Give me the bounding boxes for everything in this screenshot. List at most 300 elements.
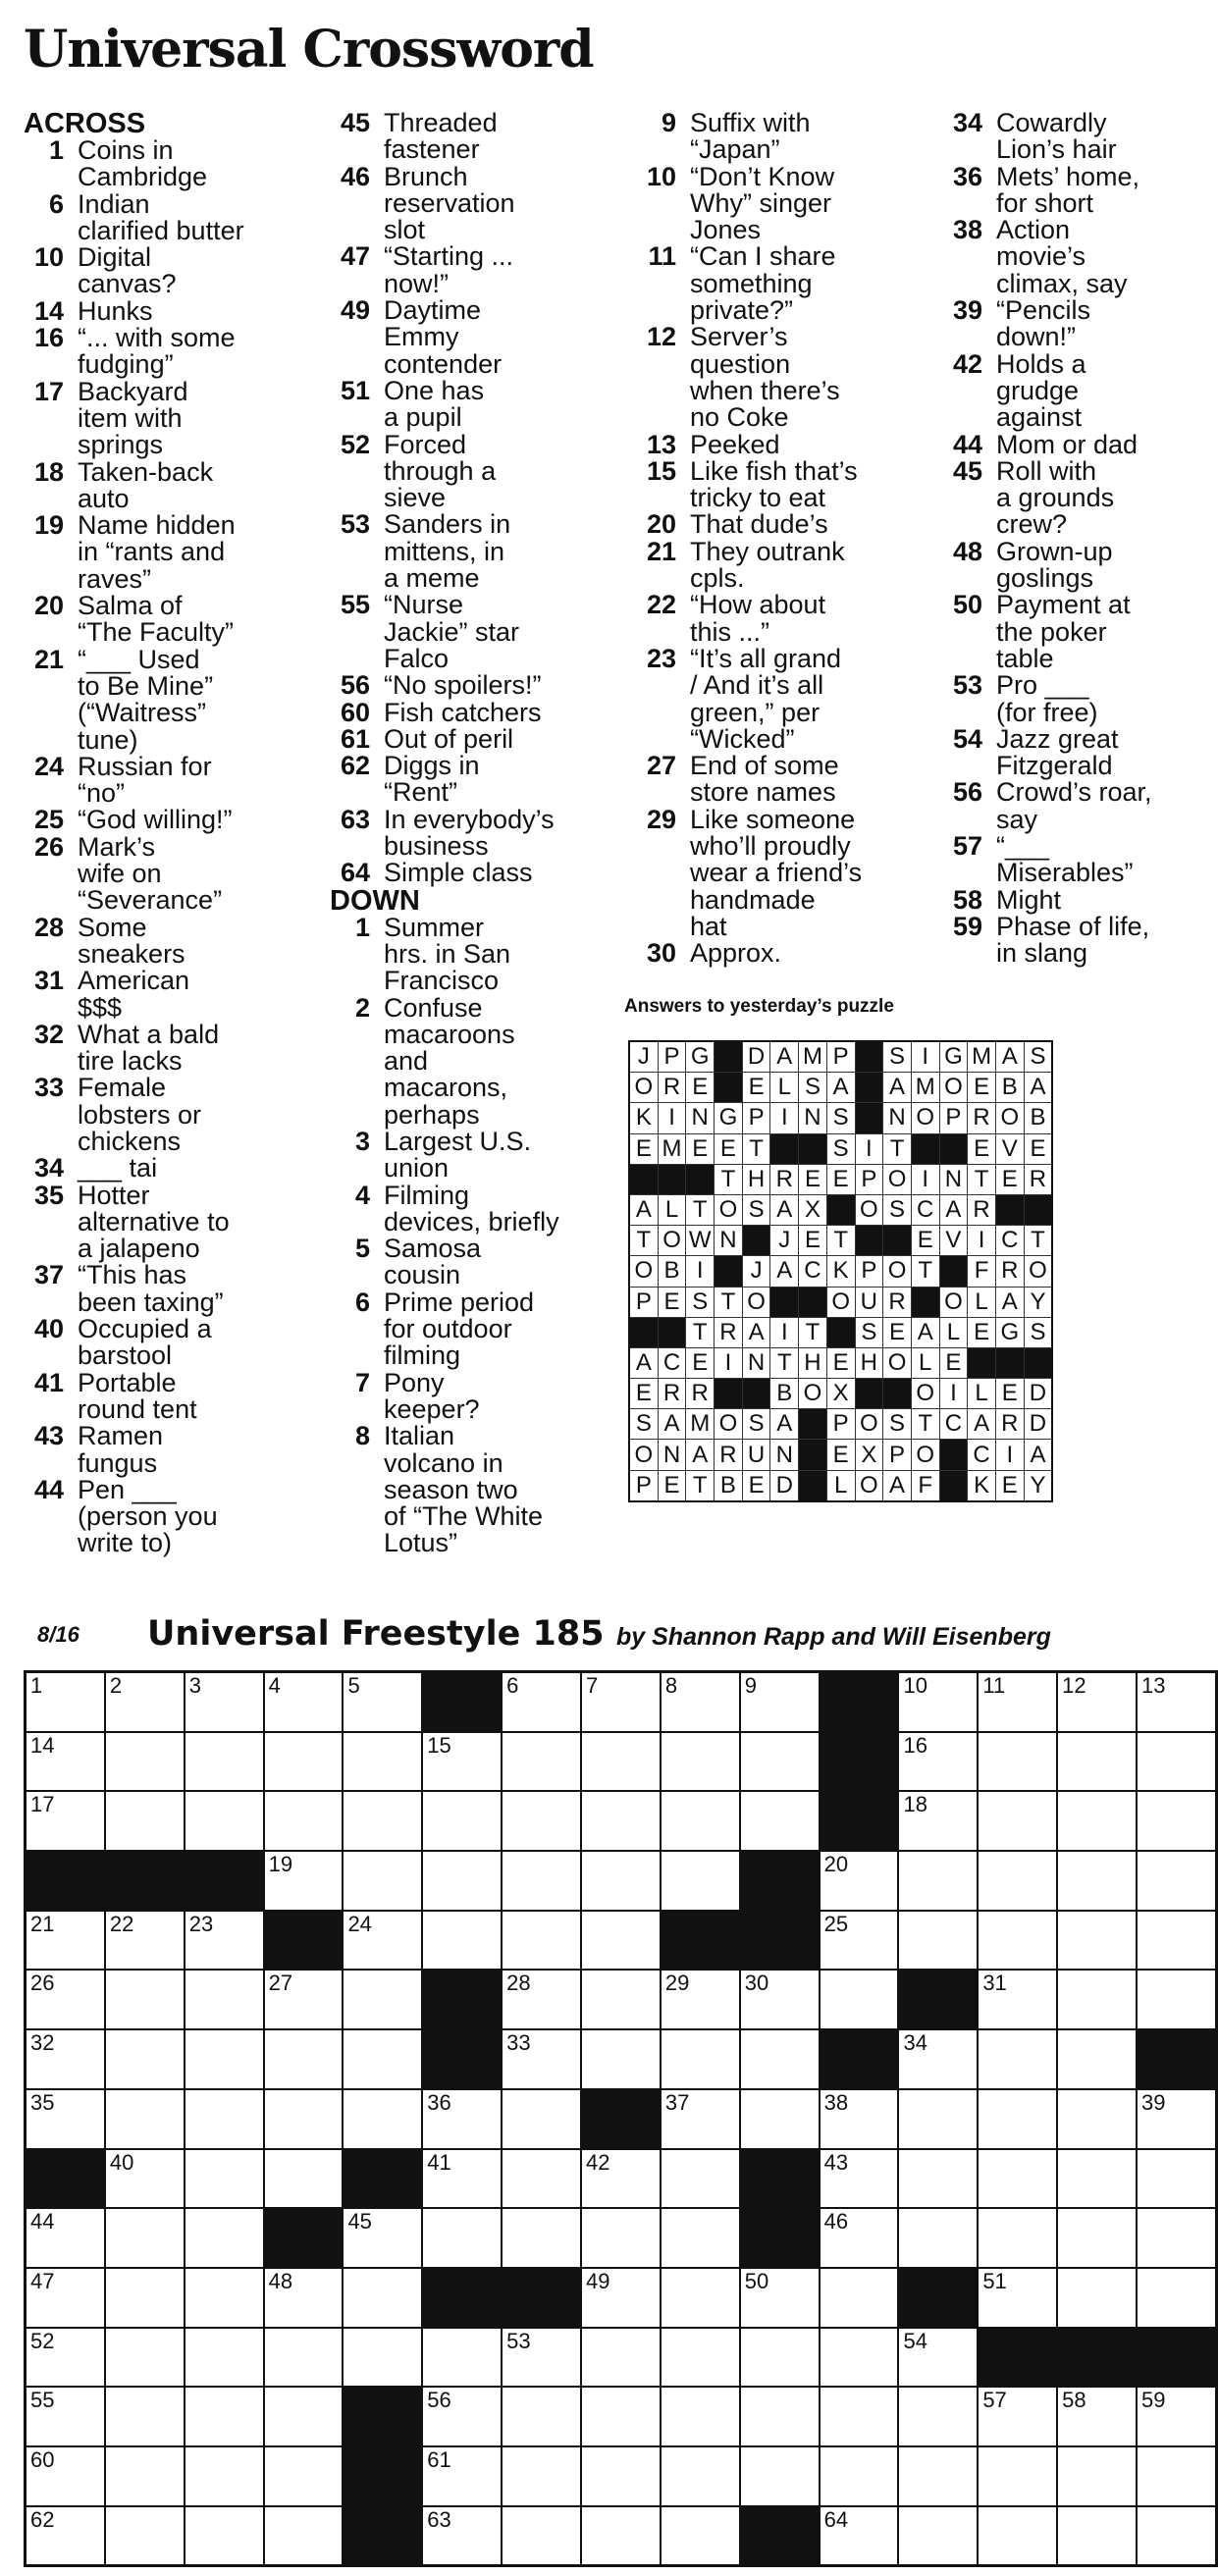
- grid-cell[interactable]: [264, 1672, 344, 1732]
- grid-cell[interactable]: [661, 1851, 740, 1911]
- clue-text-line: keeper?: [384, 1393, 480, 1424]
- clue-text-line: crew?: [996, 509, 1068, 540]
- grid-cell[interactable]: [1057, 2387, 1137, 2446]
- grid-cell[interactable]: [740, 2328, 820, 2388]
- grid-cell[interactable]: [1057, 1970, 1137, 2029]
- clue-text-line: hat: [690, 911, 727, 941]
- grid-cell[interactable]: [1137, 1970, 1216, 2029]
- grid-cell[interactable]: [581, 1911, 661, 1971]
- grid-cell[interactable]: [502, 2089, 581, 2149]
- grid-cell[interactable]: [502, 1851, 581, 1911]
- grid-black-square: [740, 2149, 820, 2209]
- grid-cell[interactable]: [820, 2387, 899, 2446]
- grid-cell[interactable]: [185, 2506, 264, 2566]
- grid-black-square: [343, 2446, 422, 2506]
- grid-cell[interactable]: [264, 1851, 344, 1911]
- grid-cell[interactable]: [1057, 1851, 1137, 1911]
- grid-cell[interactable]: [661, 1791, 740, 1851]
- grid-cell[interactable]: [1137, 2268, 1216, 2328]
- answer-letter: D: [770, 1470, 799, 1501]
- clue-text-line: “Starting ...: [384, 241, 514, 272]
- grid-cell[interactable]: [1137, 2446, 1216, 2506]
- grid-cell[interactable]: [978, 1851, 1057, 1911]
- clue-text-line: union: [384, 1153, 450, 1183]
- clue-text-line: “Wicked”: [690, 723, 795, 754]
- grid-cell[interactable]: [661, 2089, 740, 2149]
- grid-cell[interactable]: [264, 1791, 344, 1851]
- grid-cell[interactable]: [1137, 2149, 1216, 2209]
- cell-number: 17: [30, 1792, 55, 1817]
- answer-letter: R: [715, 1317, 743, 1347]
- clue-text-line: tune): [78, 724, 138, 755]
- grid-cell[interactable]: [105, 1970, 185, 2029]
- grid-cell[interactable]: [422, 2089, 502, 2149]
- cell-number: 29: [664, 1971, 690, 1996]
- answer-letter: E: [883, 1317, 912, 1347]
- answers-heading: Answers to yesterday’s puzzle: [624, 996, 894, 1017]
- grid-black-square: [422, 1970, 502, 2029]
- page-title: Universal Crossword: [24, 20, 594, 79]
- grid-cell[interactable]: [898, 2149, 978, 2209]
- grid-cell[interactable]: [343, 1911, 422, 1971]
- grid-cell[interactable]: [105, 2029, 185, 2089]
- grid-black-square: [978, 2328, 1057, 2388]
- answer-row: [629, 1164, 1052, 1194]
- clue-number: 35: [33, 1180, 64, 1210]
- clue-text-line: In everybody’s: [384, 804, 555, 834]
- clue-text-line: of “The White: [384, 1501, 544, 1532]
- clue-text-line: Salma of: [78, 591, 183, 621]
- grid-cell[interactable]: [661, 2506, 740, 2566]
- grid-cell[interactable]: [740, 2268, 820, 2328]
- grid-cell[interactable]: [1057, 1791, 1137, 1851]
- grid-cell[interactable]: [343, 2029, 422, 2089]
- cell-number: 1: [30, 1673, 43, 1698]
- grid-cell[interactable]: [1057, 2268, 1137, 2328]
- clue-text: [996, 455, 1218, 540]
- grid-cell[interactable]: [185, 1732, 264, 1792]
- answer-black-square: [715, 1073, 743, 1103]
- grid-cell[interactable]: [898, 2328, 978, 2388]
- grid-cell[interactable]: [26, 2387, 105, 2446]
- grid-cell[interactable]: [740, 2387, 820, 2446]
- grid-cell[interactable]: [343, 1851, 422, 1911]
- answer-black-square: [629, 1317, 658, 1347]
- grid-cell[interactable]: [105, 2387, 185, 2446]
- grid-cell[interactable]: [740, 1672, 820, 1732]
- grid-cell[interactable]: [581, 1672, 661, 1732]
- grid-cell[interactable]: [978, 1672, 1057, 1732]
- grid-cell[interactable]: [185, 2387, 264, 2446]
- grid-cell[interactable]: [502, 2208, 581, 2268]
- grid-cell[interactable]: [26, 1970, 105, 2029]
- grid-cell[interactable]: [581, 2149, 661, 2209]
- grid-cell[interactable]: [740, 2089, 820, 2149]
- answer-letter: T: [686, 1194, 715, 1225]
- grid-cell[interactable]: [422, 2149, 502, 2209]
- grid-cell[interactable]: [422, 2446, 502, 2506]
- clue-text: [996, 348, 1218, 433]
- answer-letter: E: [629, 1133, 658, 1164]
- clue-text-line: cpls.: [690, 563, 745, 594]
- grid-cell[interactable]: [264, 2446, 344, 2506]
- grid-cell[interactable]: [661, 2029, 740, 2089]
- grid-cell[interactable]: [581, 1791, 661, 1851]
- grid-cell[interactable]: [185, 2149, 264, 2209]
- grid-cell[interactable]: [661, 2446, 740, 2506]
- grid-cell[interactable]: [185, 2208, 264, 2268]
- grid-cell[interactable]: [185, 2446, 264, 2506]
- grid-cell[interactable]: [978, 2506, 1057, 2566]
- grid-cell[interactable]: [343, 1970, 422, 2029]
- grid-cell[interactable]: [185, 2029, 264, 2089]
- grid-cell[interactable]: [978, 2029, 1057, 2089]
- grid-cell[interactable]: [105, 2506, 185, 2566]
- grid-cell[interactable]: [820, 1851, 899, 1911]
- grid-cell[interactable]: [502, 1672, 581, 1732]
- grid-cell[interactable]: [740, 2446, 820, 2506]
- answer-black-square: [855, 1073, 883, 1103]
- grid-cell[interactable]: [978, 2208, 1057, 2268]
- grid-cell[interactable]: [820, 2328, 899, 2388]
- grid-cell[interactable]: [661, 2208, 740, 2268]
- clue-text: [690, 804, 921, 941]
- grid-cell[interactable]: [898, 1791, 978, 1851]
- grid-black-square: [343, 2387, 422, 2446]
- clue-item: [330, 161, 614, 245]
- grid-black-square: [264, 1911, 344, 1971]
- grid-cell[interactable]: [422, 1791, 502, 1851]
- answer-row: [629, 1133, 1052, 1164]
- grid-cell[interactable]: [978, 1791, 1057, 1851]
- grid-cell[interactable]: [978, 1911, 1057, 1971]
- clue-text-line: hrs. in San: [384, 938, 511, 969]
- grid-cell[interactable]: [898, 1911, 978, 1971]
- grid-cell[interactable]: [661, 1732, 740, 1792]
- cell-number: 32: [30, 2030, 55, 2056]
- clue-item: [24, 1019, 308, 1077]
- clue-number: 10: [646, 161, 676, 191]
- answer-black-square: [995, 1347, 1024, 1378]
- grid-cell[interactable]: [105, 2089, 185, 2149]
- grid-cell[interactable]: [740, 1970, 820, 2029]
- grid-cell[interactable]: [26, 1672, 105, 1732]
- grid-cell[interactable]: [26, 2446, 105, 2506]
- clue-text-line: Portable: [78, 1367, 177, 1397]
- grid-cell[interactable]: [422, 1732, 502, 1792]
- grid-cell[interactable]: [502, 2446, 581, 2506]
- grid-cell[interactable]: [581, 2268, 661, 2328]
- grid-cell[interactable]: [264, 2506, 344, 2566]
- grid-cell[interactable]: [978, 2446, 1057, 2506]
- grid-cell[interactable]: [978, 1732, 1057, 1792]
- grid-cell[interactable]: [264, 2149, 344, 2209]
- clue-number: 42: [952, 348, 982, 379]
- grid-cell[interactable]: [1137, 2208, 1216, 2268]
- clue-item: [636, 536, 921, 594]
- grid-cell[interactable]: [422, 2387, 502, 2446]
- grid-cell[interactable]: [105, 2208, 185, 2268]
- grid-cell[interactable]: [1137, 1851, 1216, 1911]
- grid-cell[interactable]: [105, 1732, 185, 1792]
- grid-cell[interactable]: [1057, 1672, 1137, 1732]
- grid-cell[interactable]: [661, 2149, 740, 2209]
- grid-cell[interactable]: [105, 2268, 185, 2328]
- clue-text-line: reservation: [384, 187, 515, 218]
- grid-cell[interactable]: [264, 2268, 344, 2328]
- grid-cell[interactable]: [264, 2089, 344, 2149]
- answer-letter: F: [968, 1256, 996, 1287]
- clue-item: [24, 1155, 308, 1182]
- grid-cell[interactable]: [502, 2387, 581, 2446]
- clue-text-line: “It’s all grand: [690, 643, 842, 673]
- answer-row: [629, 1287, 1052, 1317]
- clue-number: 10: [33, 242, 64, 273]
- grid-cell[interactable]: [26, 1791, 105, 1851]
- answer-letter: N: [715, 1226, 743, 1256]
- answer-letter: S: [1024, 1317, 1052, 1347]
- grid-cell[interactable]: [185, 1970, 264, 2029]
- grid-cell[interactable]: [898, 2089, 978, 2149]
- clue-text-line: $$$: [78, 992, 123, 1023]
- clue-text-line: private?”: [690, 295, 794, 326]
- clue-text-line: table: [996, 643, 1054, 673]
- clue-text-line: cousin: [384, 1260, 461, 1290]
- grid-cell[interactable]: [1057, 2089, 1137, 2149]
- grid-cell[interactable]: [1137, 2089, 1216, 2149]
- grid-cell[interactable]: [26, 2029, 105, 2089]
- grid-cell[interactable]: [581, 1970, 661, 2029]
- grid-cell[interactable]: [343, 2328, 422, 2388]
- grid-cell[interactable]: [422, 1851, 502, 1911]
- answer-black-square: [826, 1194, 855, 1225]
- cell-number: 56: [427, 2388, 451, 2413]
- clue-number: 60: [340, 697, 370, 727]
- grid-cell[interactable]: [898, 2446, 978, 2506]
- grid-cell[interactable]: [1137, 2506, 1216, 2566]
- grid-cell[interactable]: [105, 1791, 185, 1851]
- clue-item: [636, 324, 921, 431]
- grid-cell[interactable]: [1057, 2149, 1137, 2209]
- grid-cell[interactable]: [1137, 1791, 1216, 1851]
- clue-item: [942, 911, 1218, 969]
- grid-cell[interactable]: [185, 1791, 264, 1851]
- grid-cell[interactable]: [661, 2387, 740, 2446]
- grid-cell[interactable]: [820, 2506, 899, 2566]
- answer-letter: G: [995, 1317, 1024, 1347]
- grid-cell[interactable]: [105, 1672, 185, 1732]
- answer-letter: A: [742, 1317, 770, 1347]
- grid-cell[interactable]: [1057, 1911, 1137, 1971]
- clue-item: [24, 1367, 308, 1424]
- grid-cell[interactable]: [185, 2268, 264, 2328]
- grid-cell[interactable]: [740, 1791, 820, 1851]
- grid-cell[interactable]: [898, 2029, 978, 2089]
- grid-cell[interactable]: [978, 1970, 1057, 2029]
- grid-cell[interactable]: [105, 2328, 185, 2388]
- grid-cell[interactable]: [581, 2328, 661, 2388]
- grid-cell[interactable]: [264, 2328, 344, 2388]
- grid-cell[interactable]: [502, 2149, 581, 2209]
- clue-text-line: slot: [384, 215, 426, 245]
- grid-cell[interactable]: [105, 2149, 185, 2209]
- grid-cell[interactable]: [1057, 2029, 1137, 2089]
- grid-cell[interactable]: [343, 2268, 422, 2328]
- grid-cell[interactable]: [1137, 1732, 1216, 1792]
- grid-cell[interactable]: [422, 1911, 502, 1971]
- clue-text-line: when there’s: [690, 375, 840, 405]
- clue-item: [636, 243, 921, 324]
- grid-cell[interactable]: [264, 2029, 344, 2089]
- grid-cell[interactable]: [1137, 1911, 1216, 1971]
- grid-cell[interactable]: [502, 1911, 581, 1971]
- grid-cell[interactable]: [820, 1970, 899, 2029]
- clue-number: 62: [340, 751, 370, 781]
- grid-cell[interactable]: [740, 1732, 820, 1792]
- grid-cell[interactable]: [343, 2089, 422, 2149]
- grid-cell[interactable]: [422, 2506, 502, 2566]
- clue-text-line: Fitzgerald: [996, 751, 1113, 781]
- grid-cell[interactable]: [26, 2328, 105, 2388]
- grid-cell[interactable]: [26, 2089, 105, 2149]
- grid-cell[interactable]: [581, 1732, 661, 1792]
- grid-cell[interactable]: [343, 1672, 422, 1732]
- grid-cell[interactable]: [661, 2268, 740, 2328]
- grid-cell[interactable]: [740, 2029, 820, 2089]
- grid-cell[interactable]: [1057, 2446, 1137, 2506]
- grid-cell[interactable]: [502, 1732, 581, 1792]
- answer-black-square: [968, 1347, 996, 1378]
- grid-cell[interactable]: [1137, 1672, 1216, 1732]
- grid-cell[interactable]: [185, 1672, 264, 1732]
- clue-text-line: Why” singer: [690, 187, 832, 218]
- answer-letter: X: [826, 1379, 855, 1409]
- clue-text: [384, 804, 614, 862]
- grid-cell[interactable]: [661, 1970, 740, 2029]
- clue-text: [78, 593, 308, 647]
- grid-cell[interactable]: [26, 2208, 105, 2268]
- cell-number: 48: [268, 2268, 293, 2293]
- clue-text-line: Peeked: [690, 429, 780, 459]
- answer-row: [629, 1347, 1052, 1378]
- grid-cell[interactable]: [185, 2089, 264, 2149]
- grid-cell[interactable]: [264, 1970, 344, 2029]
- grid-cell[interactable]: [502, 2029, 581, 2089]
- clue-text-line: Forced: [384, 429, 467, 459]
- clue-text: [384, 375, 614, 433]
- grid-cell[interactable]: [898, 2506, 978, 2566]
- grid-cell[interactable]: [898, 2387, 978, 2446]
- answer-letter: E: [995, 1470, 1024, 1501]
- grid-cell[interactable]: [422, 2328, 502, 2388]
- grid-cell[interactable]: [581, 2029, 661, 2089]
- answer-letter: R: [883, 1287, 912, 1317]
- grid-cell[interactable]: [820, 2208, 899, 2268]
- grid-cell[interactable]: [343, 1732, 422, 1792]
- answer-letter: E: [742, 1073, 770, 1103]
- grid-cell[interactable]: [502, 1970, 581, 2029]
- grid-black-square: [105, 1851, 185, 1911]
- clue-number: 28: [33, 912, 64, 942]
- answer-letter: K: [968, 1470, 996, 1501]
- grid-cell[interactable]: [661, 1672, 740, 1732]
- grid-cell[interactable]: [581, 2208, 661, 2268]
- grid-cell[interactable]: [581, 2506, 661, 2566]
- grid-cell[interactable]: [898, 1672, 978, 1732]
- grid-cell[interactable]: [502, 2506, 581, 2566]
- grid-cell[interactable]: [1137, 2387, 1216, 2446]
- clue-number: 51: [340, 375, 370, 405]
- grid-cell[interactable]: [978, 2268, 1057, 2328]
- answer-black-square: [742, 1379, 770, 1409]
- grid-cell[interactable]: [978, 2149, 1057, 2209]
- grid-cell[interactable]: [343, 2208, 422, 2268]
- grid-cell[interactable]: [185, 2328, 264, 2388]
- grid-row: [26, 2268, 1217, 2328]
- clue-text-line: round tent: [78, 1393, 197, 1424]
- answer-letter: E: [686, 1133, 715, 1164]
- grid-cell[interactable]: [264, 1732, 344, 1792]
- clue-text-line: That dude’s: [690, 509, 828, 540]
- grid-cell[interactable]: [820, 2268, 899, 2328]
- grid-cell[interactable]: [978, 2387, 1057, 2446]
- grid-cell[interactable]: [26, 2268, 105, 2328]
- clue-number: 5: [354, 1234, 370, 1264]
- grid-cell[interactable]: [820, 1911, 899, 1971]
- answer-letter: L: [939, 1317, 968, 1347]
- clue-item: [942, 161, 1218, 218]
- answer-letter: P: [826, 1041, 855, 1073]
- grid-cell[interactable]: [1057, 2208, 1137, 2268]
- answer-letter: U: [742, 1440, 770, 1470]
- grid-cell[interactable]: [343, 1791, 422, 1851]
- grid-cell[interactable]: [820, 2446, 899, 2506]
- grid-cell[interactable]: [581, 2387, 661, 2446]
- grid-cell[interactable]: [105, 1911, 185, 1971]
- answer-letter: O: [742, 1287, 770, 1317]
- grid-cell[interactable]: [820, 2089, 899, 2149]
- grid-black-square: [740, 1911, 820, 1971]
- grid-cell[interactable]: [898, 1732, 978, 1792]
- answer-letter: E: [995, 1164, 1024, 1194]
- grid-cell[interactable]: [820, 2149, 899, 2209]
- grid-cell[interactable]: [26, 2506, 105, 2566]
- grid-cell[interactable]: [978, 2089, 1057, 2149]
- grid-cell[interactable]: [26, 1911, 105, 1971]
- grid-cell[interactable]: [898, 1851, 978, 1911]
- clue-number: 4: [354, 1180, 370, 1210]
- grid-cell[interactable]: [661, 2328, 740, 2388]
- grid-cell[interactable]: [1057, 2506, 1137, 2566]
- grid-cell[interactable]: [502, 2328, 581, 2388]
- clue-text-line: grudge: [996, 375, 1080, 405]
- grid-cell[interactable]: [264, 2387, 344, 2446]
- grid-cell[interactable]: [26, 1732, 105, 1792]
- grid-cell[interactable]: [105, 2446, 185, 2506]
- clue-text-line: Out of peril: [384, 723, 514, 754]
- grid-cell[interactable]: [898, 2208, 978, 2268]
- cell-number: 30: [744, 1971, 769, 1996]
- grid-cell[interactable]: [1057, 1732, 1137, 1792]
- answer-letter: O: [855, 1409, 883, 1440]
- grid-cell[interactable]: [422, 2208, 502, 2268]
- grid-cell[interactable]: [581, 1851, 661, 1911]
- answer-black-square: [770, 1287, 799, 1317]
- grid-cell[interactable]: [502, 1791, 581, 1851]
- answer-black-square: [939, 1256, 968, 1287]
- grid-cell[interactable]: [581, 2446, 661, 2506]
- grid-cell[interactable]: [185, 1911, 264, 1971]
